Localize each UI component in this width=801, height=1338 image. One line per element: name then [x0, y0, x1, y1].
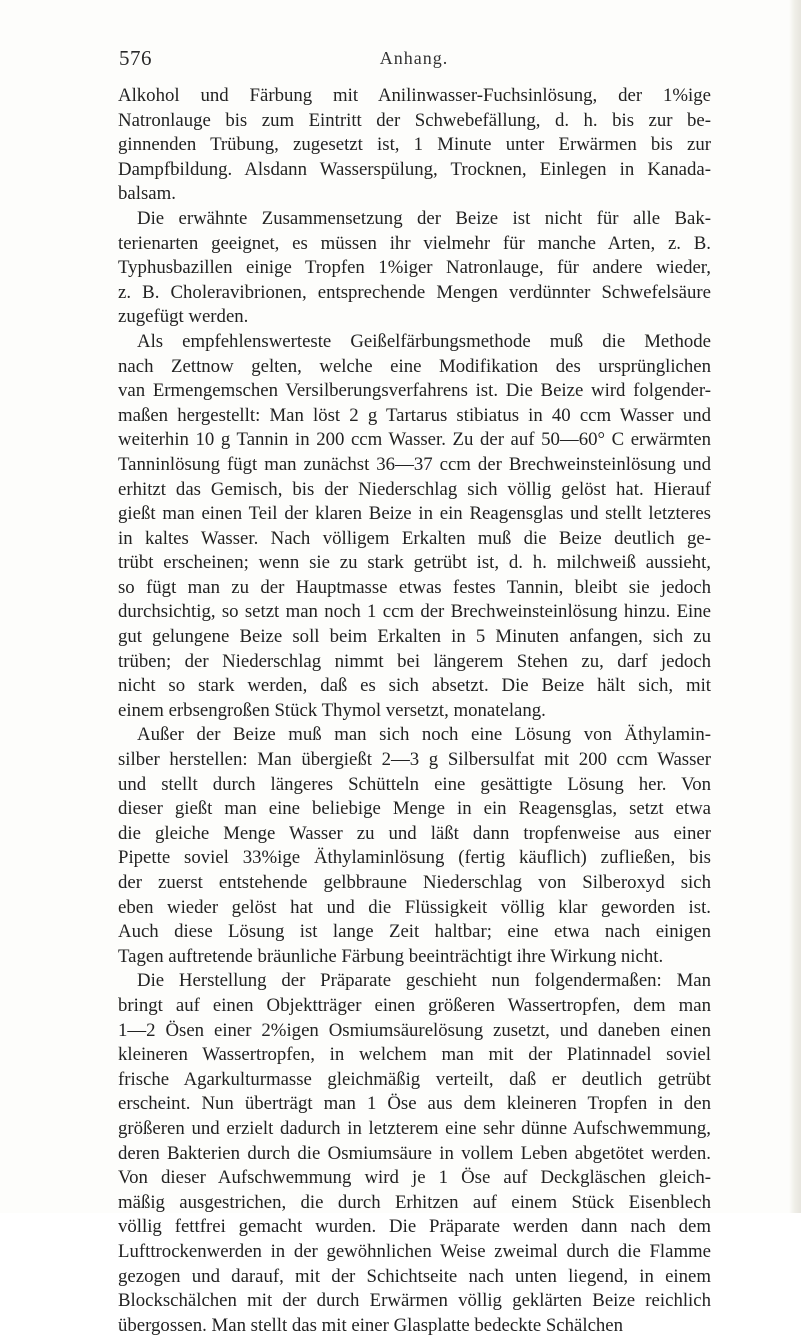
- text-line: trüben; der Niederschlag nimmt bei längerem Stehen zu, darf jedoch: [118, 650, 711, 672]
- text-line: Lufttrockenwerden in der gewöhnlichen Weise zweimal durch die Flamme: [118, 1240, 711, 1262]
- text-line: so fügt man zu der Hauptmasse etwas festes Tannin, bleibt sie jedoch: [118, 576, 711, 598]
- text-line: größeren und erzielt dadurch in letzterem eine sehr dünne Aufschwemmung,: [118, 1117, 711, 1139]
- text-line: terienarten geeignet, es müssen ihr vielmehr für manche Arten, z. B.: [118, 232, 711, 254]
- text-line: erscheint. Nun überträgt man 1 Öse aus dem kleineren Tropfen in den: [118, 1093, 711, 1115]
- text-line: dieser gießt man eine beliebige Menge in ein Reagensglas, setzt etwa: [118, 798, 711, 820]
- text-line: und stellt durch längeres Schütteln eine gesättigte Lösung her. Von: [118, 773, 711, 795]
- text-line: ginnenden Trübung, zugesetzt ist, 1 Minute unter Erwärmen bis zur: [118, 134, 711, 156]
- text-line: nicht so stark werden, daß es sich absetzt. Die Beize hält sich, mit: [118, 675, 711, 697]
- text-line: gezogen und darauf, mit der Schichtseite nach unten liegend, in einem: [118, 1265, 711, 1287]
- text-line: Außer der Beize muß man sich noch eine Lösung von Äthylamin-: [137, 724, 711, 746]
- text-line: zugefügt werden.: [118, 306, 249, 328]
- text-line: Typhusbazillen einige Tropfen 1%iger Natronlauge, für andere wieder,: [118, 257, 711, 279]
- text-line: Tanninlösung fügt man zunächst 36—37 ccm der Brechweinsteinlösung und: [118, 453, 711, 475]
- text-line: Blockschälchen mit der durch Erwärmen völlig geklärten Beize reichlich: [118, 1290, 711, 1312]
- text-line: Alkohol und Färbung mit Anilinwasser-Fuchsinlösung, der 1%ige: [118, 85, 711, 106]
- page-header: [119, 46, 709, 72]
- text-line: kleineren Wassertropfen, in welchem man mit der Platinnadel soviel: [118, 1044, 711, 1066]
- text-line: einem erbsengroßen Stück Thymol versetzt, monatelang.: [118, 699, 546, 721]
- text-line: Als empfehlenswerteste Geißelfärbungsmethode muß die Methode: [137, 330, 711, 352]
- text-line: erhitzt das Gemisch, bis der Niederschlag sich völlig gelöst hat. Hierauf: [118, 478, 711, 500]
- text-line: silber herstellen: Man übergießt 2—3 g Silbersulfat mit 200 ccm Wasser: [118, 749, 711, 771]
- text-line: mäßig ausgestrichen, die durch Erhitzen auf einem Stück Eisenblech: [118, 1191, 711, 1213]
- text-line: frische Agarkulturmasse gleichmäßig verteilt, daß er deutlich getrübt: [118, 1068, 711, 1090]
- text-line: der zuerst entstehende gelbbraune Niederschlag von Silberoxyd sich: [118, 872, 711, 893]
- text-line: z. B. Choleravibrionen, entsprechende Mengen verdünnter Schwefelsäure: [118, 281, 711, 303]
- text-line: trübt erscheinen; wenn sie zu stark getrübt ist, d. h. milchweiß aussieht,: [118, 552, 711, 574]
- text-line: Von dieser Aufschwemmung wird je 1 Öse auf Deckgläschen gleich-: [118, 1167, 711, 1189]
- text-line: Pipette soviel 33%ige Äthylaminlösung (fertig käuflich) zufließen, bis: [118, 847, 711, 869]
- text-line: van Ermengemschen Versilberungsverfahrens ist. Die Beize wird folgender-: [118, 380, 711, 402]
- text-line: bringt auf einen Objektträger einen größeren Wassertropfen, dem man: [118, 994, 711, 1016]
- text-line: gießt man einen Teil der klaren Beize in ein Reagensglas und stellt letzteres: [118, 503, 711, 525]
- text-line: Dampfbildung. Alsdann Wasserspülung, Trocknen, Einlegen in Kanada-: [118, 158, 711, 180]
- text-line: maßen hergestellt: Man löst 2 g Tartarus stibiatus in 40 ccm Wasser und: [118, 404, 711, 426]
- text-line: balsam.: [118, 183, 176, 205]
- page-number: 576: [119, 46, 152, 70]
- text-line: durchsichtig, so setzt man noch 1 ccm der Brechweinsteinlösung hinzu. Eine: [118, 601, 711, 623]
- text-line: deren Bakterien durch die Osmiumsäure in vollem Leben abgetötet werden.: [118, 1142, 711, 1164]
- text-line: 1—2 Ösen einer 2%igen Osmiumsäurelösung zusetzt, und daneben einen: [118, 1019, 711, 1041]
- text-line: eben wieder gelöst hat und die Flüssigkeit völlig klar geworden ist.: [118, 896, 711, 918]
- text-line: die gleiche Menge Wasser zu und läßt dann tropfenweise aus einer: [118, 822, 711, 844]
- text-line: völlig fettfrei gemacht wurden. Die Präparate werden dann nach dem: [118, 1216, 711, 1238]
- text-line: Auch diese Lösung ist lange Zeit haltbar; eine etwa nach einigen: [118, 921, 711, 943]
- text-line: nach Zettnow gelten, welche eine Modifikation des ursprünglichen: [118, 355, 711, 377]
- running-head: Anhang.: [379, 48, 449, 68]
- page-edge-shadow: [789, 0, 801, 1213]
- text-line: übergossen. Man stellt das mit einer Glasplatte bedeckte Schälchen: [118, 1314, 624, 1336]
- text-line: in kaltes Wasser. Nach völligem Erkalten muß die Beize deutlich ge-: [118, 527, 711, 549]
- text-line: Natronlauge bis zum Eintritt der Schwebefällung, d. h. bis zur be-: [118, 109, 711, 131]
- text-line: weiterhin 10 g Tannin in 200 ccm Wasser. Zu der auf 50—60° C erwärmten: [118, 429, 711, 451]
- body-text: [118, 84, 711, 1338]
- text-line: Tagen auftretende bräunliche Färbung beeinträchtigt ihre Wirkung nicht.: [118, 945, 664, 967]
- text-line: Die Herstellung der Präparate geschieht nun folgendermaßen: Man: [137, 970, 711, 992]
- text-line: gut gelungene Beize soll beim Erkalten in 5 Minuten anfangen, sich zu: [118, 626, 711, 648]
- text-line: Die erwähnte Zusammensetzung der Beize ist nicht für alle Bak-: [137, 207, 711, 229]
